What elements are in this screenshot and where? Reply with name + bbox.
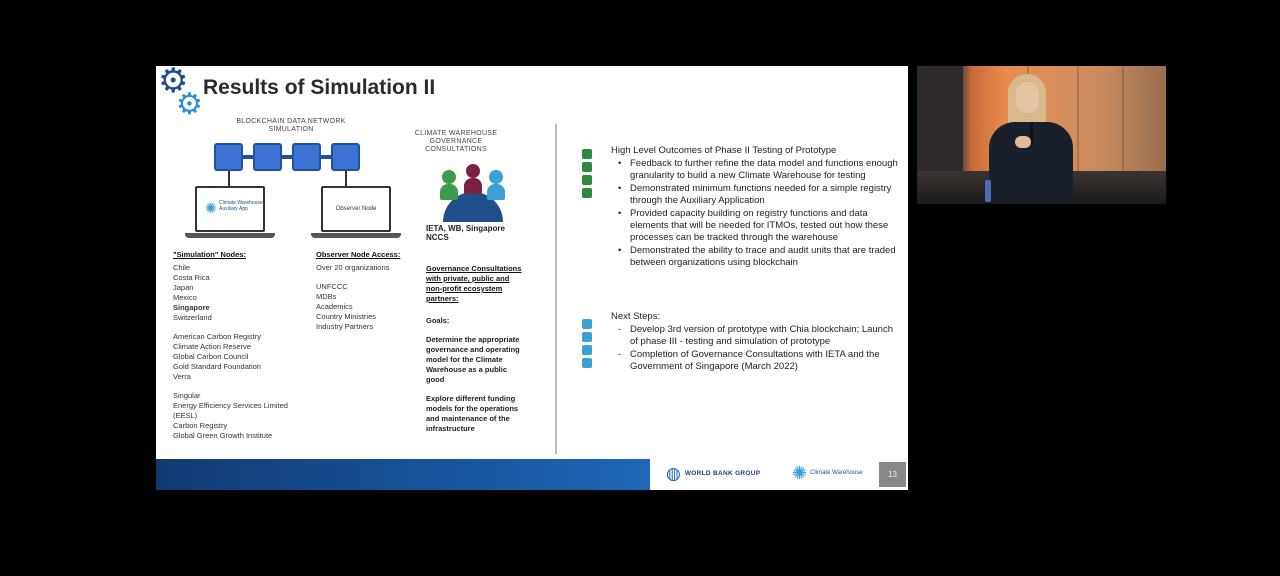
list-item: Verra: [173, 372, 191, 381]
connector-line: [228, 171, 230, 186]
chain-green-icon: [582, 149, 592, 201]
globe-icon: ◍: [666, 464, 681, 483]
list-item: Costa Rica: [173, 273, 210, 282]
governance-goals: [426, 264, 526, 434]
list-item: • Feedback to further refine the data model and functions enough granularity to build a new Climate Warehouse for testing: [611, 158, 901, 182]
next-steps-heading: Next Steps:: [611, 311, 661, 322]
list-item: Gold Standard Foundation: [173, 362, 261, 371]
observer-access-list: [316, 250, 416, 332]
simulation-nodes-list: [173, 250, 298, 441]
list-item: Chile: [173, 263, 191, 272]
list-item: UNFCCC: [316, 282, 348, 291]
network-node: [214, 143, 243, 171]
speaker-webcam-video: [917, 66, 1166, 204]
node-link: [282, 155, 292, 159]
nodes-label: BLOCKCHAIN DATA NETWORK SIMULATION: [236, 118, 346, 133]
list-item: • Demonstrated minimum functions needed for a simple registry through the Auxiliary Application: [611, 183, 901, 207]
list-item: • Demonstrated the ability to trace and audit units that are traded between organizations using blockchain: [611, 245, 901, 269]
outcomes-section: [611, 145, 901, 269]
list-item: Mexico: [173, 293, 197, 302]
gear-icon: ⚙: [158, 66, 189, 101]
list-item: Climate Action Reserve: [173, 342, 251, 351]
connector-line: [345, 171, 347, 186]
people-group-icon: [440, 164, 506, 220]
presentation-slide: [156, 66, 908, 490]
list-item: Country Ministries: [316, 312, 377, 321]
list-item: Japan: [173, 283, 194, 292]
list-item: MDBs: [316, 292, 337, 301]
list-item: Carbon Registry: [173, 421, 228, 430]
node-link: [243, 155, 253, 159]
climate-warehouse-logo: ✺ Climate Warehouse: [792, 463, 863, 483]
node-link: [321, 155, 331, 159]
world-bank-logo: ◍ WORLD BANK GROUP: [666, 464, 761, 483]
list-item: American Carbon Registry: [173, 332, 261, 341]
governance-label: CLIMATE WAREHOUSE GOVERNANCE CONSULTATIONS: [414, 130, 498, 153]
network-node: [253, 143, 282, 171]
goal-text: Explore different funding models for the operations and maintenance of the infrastructure: [426, 394, 519, 433]
list-item: Energy Efficiency Services Limited (EESL): [173, 401, 288, 420]
list-item: Industry Partners: [316, 322, 374, 331]
governance-partners: IETA, WB, Singapore NCCS: [426, 224, 505, 242]
list-item: Singapore: [173, 303, 210, 312]
next-steps-section: [611, 311, 901, 373]
column-divider: [555, 124, 557, 454]
list-item: Singular: [173, 391, 201, 400]
list-item: Switzerland: [173, 313, 212, 322]
goals-label: Goals:: [426, 316, 450, 325]
list-item: - Completion of Governance Consultations with IETA and the Government of Singapore (March 2022): [611, 349, 901, 373]
outcomes-heading: High Level Outcomes of Phase II Testing of Prototype: [611, 145, 837, 156]
list-item: Over 20 organizations: [316, 263, 390, 272]
climate-warehouse-logo-icon: ✺: [205, 200, 217, 216]
network-node: [331, 143, 360, 171]
chain-blue-icon: [582, 319, 592, 371]
slide-title: Results of Simulation II: [203, 76, 436, 99]
list-item: - Develop 3rd version of prototype with Chia blockchain; Launch of phase III - testing and simulation of prototype: [611, 324, 901, 348]
list-item: Academics: [316, 302, 353, 311]
goal-text: Determine the appropriate governance and operating model for the Climate Warehouse as a public good: [426, 335, 520, 384]
list-item: Global Carbon Council: [173, 352, 249, 361]
simulation-nodes-header: "Simulation" Nodes:: [173, 250, 246, 259]
observer-access-header: Observer Node Access:: [316, 250, 401, 259]
governance-header: Governance Consultations with private, public and non-profit ecosystem partners:: [426, 264, 522, 303]
climate-warehouse-logo-icon: ✺: [792, 463, 808, 483]
network-node: [292, 143, 321, 171]
observer-node-label: Observer Node: [335, 206, 377, 212]
list-item: • Provided capacity building on registry functions and data elements that will be needed for ITMOs, tested out how these processes can be tracked through the warehouse: [611, 208, 901, 244]
page-number: 13: [879, 462, 906, 487]
list-item: Global Green Growth Institute: [173, 431, 273, 440]
gear-icon: ⚙: [176, 87, 203, 122]
app-name: Climate Warehouse Auxiliary App: [219, 200, 263, 212]
